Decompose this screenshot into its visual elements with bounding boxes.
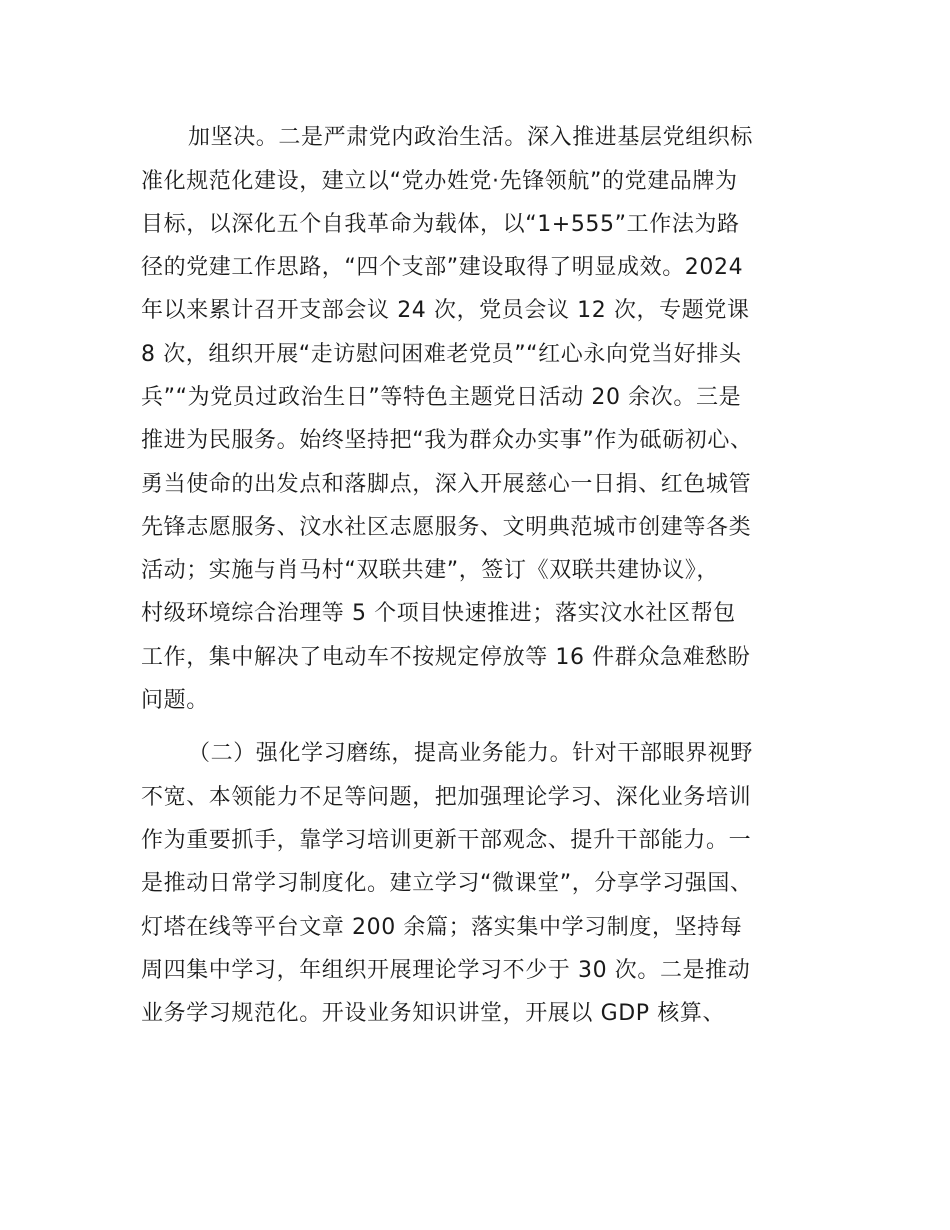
paragraph-line: 周四集中学习，年组织开展理论学习不少于 30 次。二是推动 [141, 958, 751, 983]
paragraph-line: 业务学习规范化。开设业务知识讲堂，开展以 GDP 核算、 [141, 1001, 726, 1026]
paragraph-line: 推进为民服务。始终坚持把“我为群众办实事”作为砥砺初心、 [141, 428, 753, 453]
section-heading-line: （二）强化学习磨练，提高业务能力。针对干部眼界视野 [188, 741, 754, 766]
paragraph-line: 勇当使命的出发点和落脚点，深入开展慈心一日捐、红色城管 [141, 472, 752, 497]
paragraph-line: 工作，集中解决了电动车不按规定停放等 16 件群众急难愁盼 [141, 645, 751, 670]
paragraph-line: 年以来累计召开支部会议 24 次，党员会议 12 次，专题党课 [141, 298, 750, 323]
paragraph-line: 作为重要抓手，靠学习培训更新干部观念、提升干部能力。一 [141, 828, 752, 853]
paragraph-line: 8 次，组织开展“走访慰问困难老党员”“红心永向党当好排头 [141, 342, 742, 367]
paragraph-line: 径的党建工作思路，“四个支部”建设取得了明显成效。2024 [141, 255, 744, 280]
paragraph-line: 问题。 [141, 688, 209, 713]
paragraph-line: 准化规范化建设，建立以“党办姓党·先锋领航”的党建品牌为 [141, 169, 738, 194]
paragraph-line: 是推动日常学习制度化。建立学习“微课堂”，分享学习强国、 [141, 871, 753, 896]
paragraph-line: 不宽、本领能力不足等问题，把加强理论学习、深化业务培训 [141, 785, 752, 810]
paragraph-line: 兵”“为党员过政治生日”等特色主题党日活动 20 余次。三是 [141, 385, 742, 410]
paragraph-line: 加坚决。二是严肃党内政治生活。深入推进基层党组织标 [188, 125, 754, 150]
paragraph-line: 先锋志愿服务、汶水社区志愿服务、文明典范城市创建等各类 [141, 515, 752, 540]
paragraph-line: 目标，以深化五个自我革命为载体，以“1+555”工作法为路 [141, 212, 740, 237]
paragraph-line: 灯塔在线等平台文章 200 余篇；落实集中学习制度，坚持每 [141, 915, 743, 940]
paragraph-line: 活动；实施与肖马村“双联共建”，签订《双联共建协议》， [141, 558, 719, 583]
paragraph-line: 村级环境综合治理等 5 个项目快速推进；落实汶水社区帮包 [141, 601, 736, 626]
